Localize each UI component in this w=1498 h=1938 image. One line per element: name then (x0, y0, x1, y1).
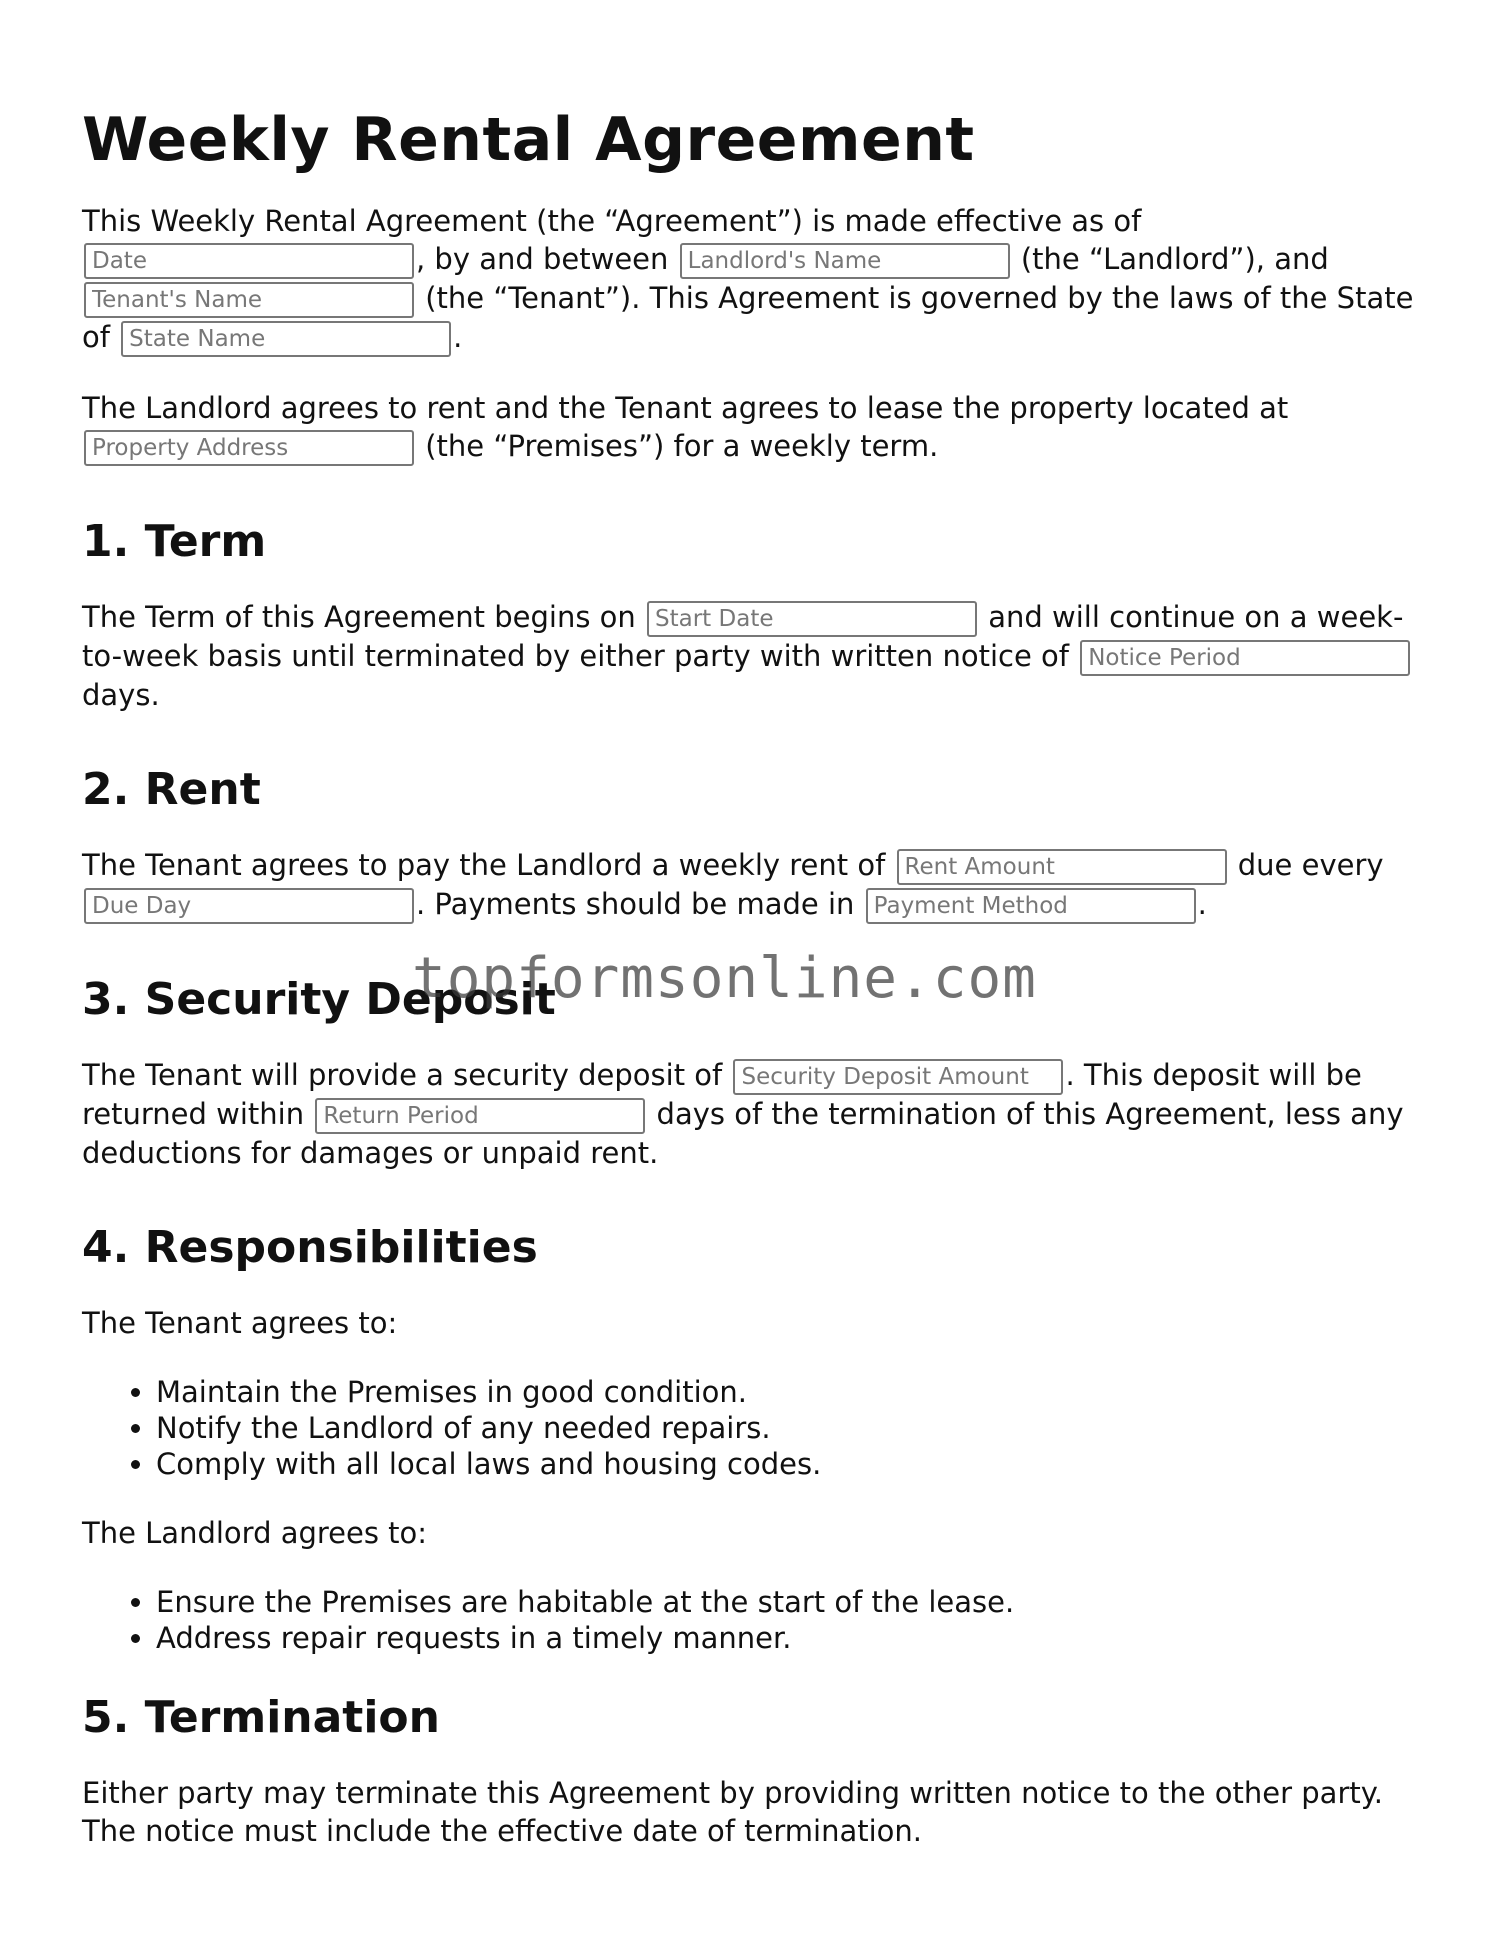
watermark: topformsonline.com (412, 946, 1037, 1011)
tenant-name-input[interactable] (84, 282, 414, 318)
landlord-agrees-intro: The Landlord agrees to: (82, 1516, 428, 1550)
list-item: • Address repair requests in a timely manner. (156, 1620, 1422, 1656)
list-item: • Maintain the Premises in good condition. (156, 1374, 1422, 1410)
rent-text-2: due every (1237, 848, 1384, 882)
return-period-input[interactable] (315, 1098, 645, 1134)
intro-paragraph (82, 202, 1422, 357)
termination-paragraph: Either party may terminate this Agreement by providing written notice to the other party. The notice must include the effective date of termination. (82, 1776, 1383, 1848)
rent-amount-input[interactable] (897, 849, 1227, 885)
date-input[interactable] (84, 243, 414, 279)
list-item: • Notify the Landlord of any needed repairs. (156, 1410, 1422, 1446)
section-heading-deposit: 3. Security Deposit (82, 974, 556, 1025)
landlord-name-input[interactable] (680, 243, 1010, 279)
due-day-input[interactable] (84, 888, 414, 924)
intro-text-4: (the “Tenant”). This Agreement is governed by the laws of the State of (82, 281, 1414, 354)
payment-method-input[interactable] (866, 888, 1196, 924)
term-paragraph (82, 598, 1422, 714)
deposit-text-2: . This deposit will be returned within (82, 1058, 1362, 1131)
property-address-input[interactable] (84, 430, 414, 466)
term-text-2: and will continue on a week-to-week basis until terminated by either party with written notice of (82, 600, 1404, 673)
intro-text-1: This Weekly Rental Agreement (the “Agreement”) is made effective as of (82, 204, 1142, 238)
section-heading-termination: 5. Termination (82, 1692, 440, 1743)
state-name-input[interactable] (121, 321, 451, 357)
list-item: • Comply with all local laws and housing codes. (156, 1446, 1422, 1482)
deposit-text-1: The Tenant will provide a security deposit of (82, 1058, 723, 1092)
term-text-1: The Term of this Agreement begins on (82, 600, 636, 634)
premises-text-2: (the “Premises”) for a weekly term. (425, 429, 939, 463)
intro-text-2: , by and between (416, 242, 669, 276)
document (82, 100, 1422, 1882)
notice-period-input[interactable] (1080, 640, 1410, 676)
term-text-3: days. (82, 678, 160, 712)
section-heading-rent: 2. Rent (82, 764, 261, 815)
page-title: Weekly Rental Agreement (82, 105, 975, 175)
security-deposit-input[interactable] (733, 1059, 1063, 1095)
intro-text-5: . (453, 320, 463, 354)
rent-paragraph (82, 846, 1422, 924)
deposit-text-3: days of the termination of this Agreement, less any deductions for damages or unpaid rent. (82, 1097, 1404, 1170)
start-date-input[interactable] (647, 601, 977, 637)
deposit-paragraph (82, 1056, 1422, 1172)
section-heading-responsibilities: 4. Responsibilities (82, 1222, 538, 1273)
list-item: • Ensure the Premises are habitable at the start of the lease. (156, 1584, 1422, 1620)
tenant-agrees-intro: The Tenant agrees to: (82, 1306, 398, 1340)
rent-text-4: . (1197, 887, 1207, 921)
section-heading-term: 1. Term (82, 516, 267, 567)
premises-text-1: The Landlord agrees to rent and the Tenant agrees to lease the property located at (82, 391, 1289, 425)
rent-text-1: The Tenant agrees to pay the Landlord a weekly rent of (82, 848, 886, 882)
tenant-responsibilities-list (82, 1374, 1422, 1482)
intro-text-3: (the “Landlord”), and (1020, 242, 1329, 276)
landlord-responsibilities-list (82, 1584, 1422, 1656)
rent-text-3: . Payments should be made in (416, 887, 855, 921)
premises-paragraph (82, 389, 1422, 466)
